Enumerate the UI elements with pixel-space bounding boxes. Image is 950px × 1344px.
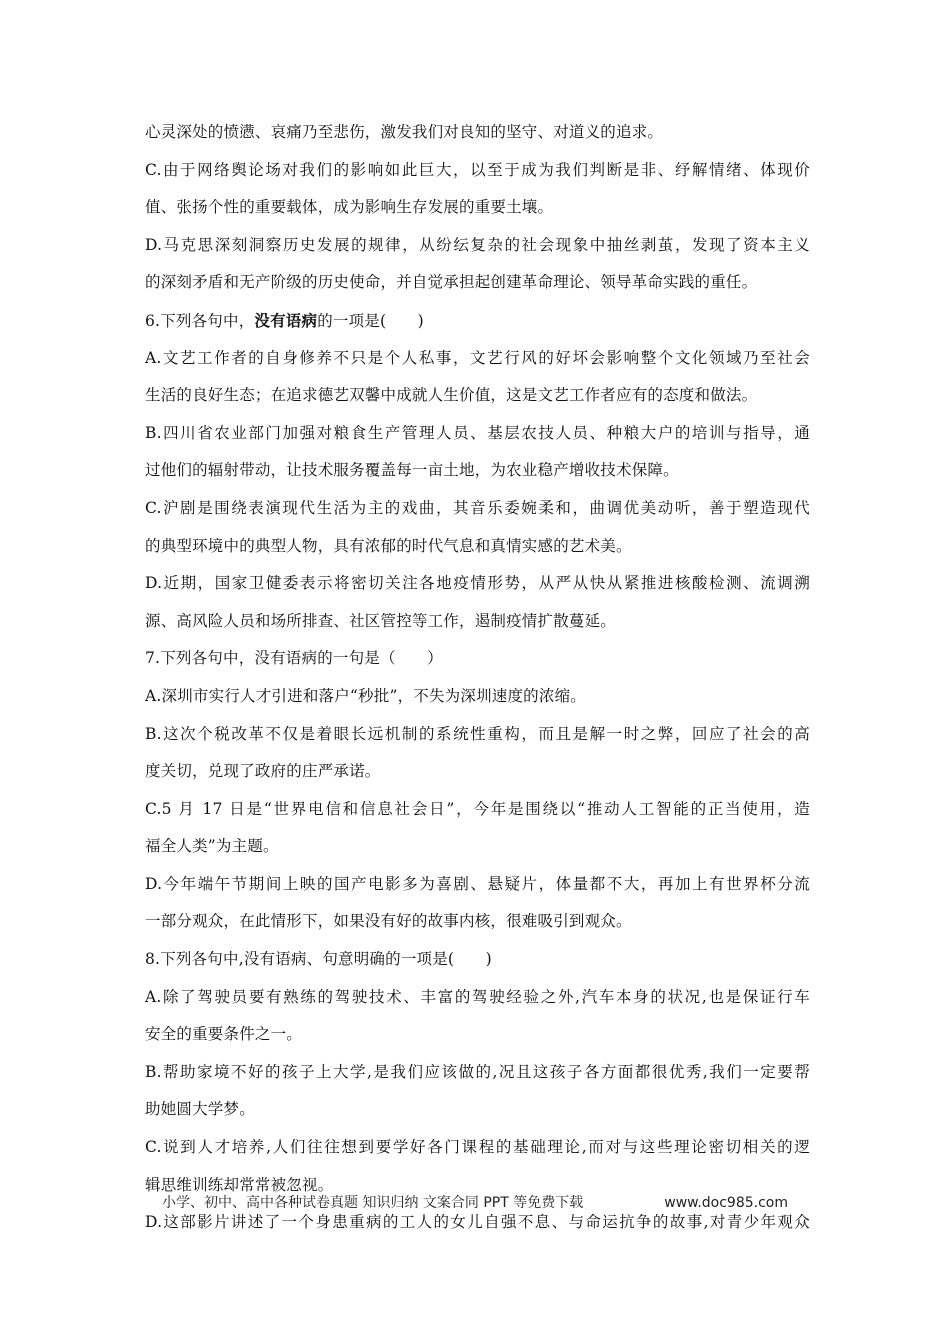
text-line: 的深刻矛盾和无产阶级的历史使命，并自觉承担起创建革命理论、领导革命实践的重任。 — [145, 273, 758, 292]
text-line: 助她圆大学梦。 — [145, 1100, 255, 1119]
option-d-line: D.近期，国家卫健委表示将密切关注各地疫情形势，从严从快从紧推进核酸检测、流调溯 — [145, 574, 810, 593]
text-line: 过他们的辐射带动，让技术服务覆盖每一亩土地，为农业稳产增收技术保障。 — [145, 461, 679, 480]
option-d-line: D.马克思深刻洞察历史发展的规律，从纷纭复杂的社会现象中抽丝剥茧，发现了资本主义 — [145, 235, 810, 254]
footer-text: 小学、初中、高中各种试卷真题 知识归纳 文案合同 PPT 等免费下载 — [162, 1195, 584, 1211]
option-d-line: D.这部影片讲述了一个身患重病的工人的女儿自强不息、与命运抗争的故事,对青少年观众 — [145, 1213, 810, 1232]
document-body — [145, 114, 810, 1242]
text-line: 福全人类”为主题。 — [145, 837, 279, 856]
option-a-line: A.除了驾驶员要有熟练的驾驶技术、丰富的驾驶经验之外,汽车本身的状况,也是保证行车 — [145, 987, 810, 1006]
text-line: 度关切，兑现了政府的庄严承诺。 — [145, 762, 381, 781]
text-line: 心灵深处的愤懑、哀痛乃至悲伤，激发我们对良知的坚守、对道义的追求。 — [145, 123, 664, 141]
option-c-line: C.由于网络舆论场对我们的影响如此巨大，以至于成为我们判断是非、纾解情绪、体现价 — [145, 160, 810, 179]
option-b-line: B.这次个税改革不仅是着眼长远机制的系统性重构，而且是解一时之弊，回应了社会的高 — [145, 724, 810, 743]
text-line: 生活的良好生态；在追求德艺双馨中成就人生价值，这是文艺工作者应有的态度和做法。 — [145, 386, 758, 405]
footer-url[interactable]: www.doc985.com — [664, 1195, 788, 1211]
option-a-line: A.深圳市实行人才引进和落户“秒批”，不失为深圳速度的浓缩。 — [145, 686, 586, 705]
option-b-line: B.帮助家境不好的孩子上大学,是我们应该做的,况且这孩子各方面都很优秀,我们一定要帮 — [145, 1062, 810, 1081]
option-b-line: B.四川省农业部门加强对粮食生产管理人员、基层农技人员、种粮大户的培训与指导，通 — [145, 423, 810, 442]
text-line: 的典型环境中的典型人物，具有浓郁的时代气息和真情实感的艺术美。 — [145, 536, 632, 555]
option-c-line: C.说到人才培养,人们往往想到要学好各门课程的基础理论,而对与这些理论密切相关的逻 — [145, 1138, 810, 1157]
option-d-line: D.今年端午节期间上映的国产电影多为喜剧、悬疑片，体量都不大，再加上有世界杯分流 — [145, 874, 810, 893]
option-a-line: A.文艺工作者的自身修养不只是个人私事，文艺行风的好坏会影响整个文化领域乃至社会 — [145, 348, 810, 367]
option-c-line: C.5 月 17 日是“世界电信和信息社会日”，今年是围绕以“推动人工智能的正当使用，造 — [145, 799, 810, 818]
emphasis-text: 没有语病 — [254, 310, 318, 330]
text-line: 值、张扬个性的重要载体，成为影响生存发展的重要土壤。 — [145, 198, 554, 217]
question-8-heading: 8.下列各句中,没有语病、句意明确的一项是( ) — [145, 950, 492, 969]
question-7-heading: 7.下列各句中，没有语病的一句是（ ） — [145, 649, 443, 668]
text-line: 一部分观众，在此情形下，如果没有好的故事内核，很难吸引到观众。 — [145, 912, 632, 931]
page-footer — [162, 1192, 802, 1214]
text-line: 辑思维训练却常常被忽视。 — [145, 1175, 334, 1194]
question-6-heading: 6.下列各句中，没有语病的一项是( ) — [145, 310, 424, 330]
option-c-line: C.沪剧是围绕表演现代生活为主的戏曲，其音乐委婉柔和，曲调优美动听，善于塑造现代 — [145, 498, 810, 517]
text-line: 安全的重要条件之一。 — [145, 1025, 303, 1044]
text-line: 源、高风险人员和场所排查、社区管控等工作，遏制疫情扩散蔓延。 — [145, 611, 617, 630]
